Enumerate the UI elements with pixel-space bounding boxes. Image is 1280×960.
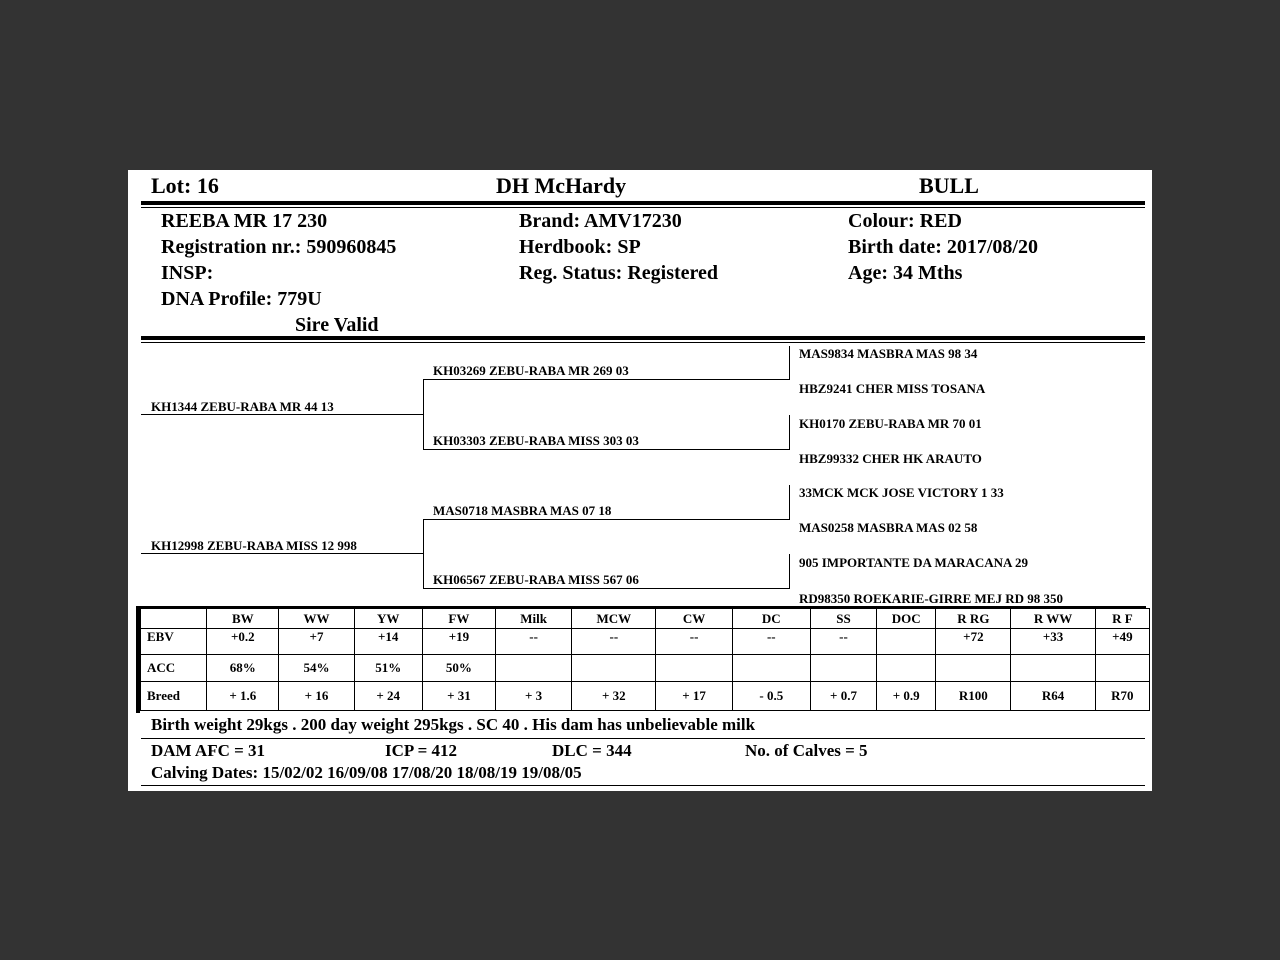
pedigree-sds: KH0170 ZEBU-RABA MR 70 01 <box>799 416 982 431</box>
breed-cell: + 1.6 <box>207 682 279 711</box>
breed-cell: + 0.9 <box>877 682 936 711</box>
number-of-calves: No. of Calves = 5 <box>745 741 868 760</box>
sire-valid: Sire Valid <box>295 314 379 336</box>
bottom-rule <box>141 785 1145 786</box>
age: Age: 34 Mths <box>848 262 963 284</box>
header-rule-thick <box>141 201 1145 205</box>
animal-details-left <box>161 208 396 338</box>
ebv-cell: +7 <box>279 629 354 655</box>
pedigree-bracket <box>789 415 790 450</box>
info-rule-thin <box>141 342 1145 343</box>
pedigree-dss: 33MCK MCK JOSE VICTORY 1 33 <box>799 485 1004 500</box>
breed-cell: + 0.7 <box>810 682 876 711</box>
pedigree-bracket <box>423 379 424 450</box>
row-label: EBV <box>141 629 207 655</box>
ebv-header-cell: R WW <box>1011 609 1095 629</box>
pedigree-dam: KH12998 ZEBU-RABA MISS 12 998 <box>151 538 357 553</box>
animal-details-right <box>848 208 1038 286</box>
acc-cell <box>1011 655 1095 682</box>
breed-cell: + 31 <box>422 682 495 711</box>
pedigree-line <box>141 553 424 554</box>
acc-cell: 68% <box>207 655 279 682</box>
acc-cell: 50% <box>422 655 495 682</box>
dam-afc: DAM AFC = 31 <box>151 741 266 760</box>
pedigree-sire: KH1344 ZEBU-RABA MR 44 13 <box>151 399 334 414</box>
breed-cell: + 17 <box>656 682 732 711</box>
insp-field: INSP: <box>161 262 214 284</box>
table-row <box>141 629 1150 655</box>
acc-cell: 54% <box>279 655 354 682</box>
ebv-cell <box>877 629 936 655</box>
colour: Colour: RED <box>848 210 962 232</box>
ebv-cell: -- <box>572 629 656 655</box>
ebv-cell: -- <box>810 629 876 655</box>
acc-cell <box>936 655 1011 682</box>
pedigree-line <box>423 449 790 450</box>
pedigree-bracket <box>789 346 790 380</box>
pedigree-bracket <box>423 519 424 589</box>
animal-type: BULL <box>919 173 979 198</box>
pedigree-line <box>423 379 790 380</box>
animal-details-middle <box>519 208 718 286</box>
breed-cell: + 3 <box>496 682 572 711</box>
brand: Brand: AMV17230 <box>519 210 682 232</box>
ebv-cell: +19 <box>422 629 495 655</box>
breed-cell: - 0.5 <box>732 682 810 711</box>
pedigree-ddd: RD98350 ROEKARIE-GIRRE MEJ RD 98 350 <box>799 591 1063 606</box>
herdbook: Herdbook: SP <box>519 236 641 258</box>
ebv-header-cell: R RG <box>936 609 1011 629</box>
ebv-cell: -- <box>496 629 572 655</box>
dam-dlc: DLC = 344 <box>552 741 632 760</box>
ebv-cell: +49 <box>1095 629 1149 655</box>
acc-cell: 51% <box>354 655 422 682</box>
ebv-header-cell: SS <box>810 609 876 629</box>
acc-cell <box>810 655 876 682</box>
pedigree-dds: 905 IMPORTANTE DA MARACANA 29 <box>799 555 1028 570</box>
ebv-header-cell: MCW <box>572 609 656 629</box>
breed-cell: + 32 <box>572 682 656 711</box>
ebv-header-cell: YW <box>354 609 422 629</box>
acc-cell <box>1095 655 1149 682</box>
row-label: ACC <box>141 655 207 682</box>
registration-status: Reg. Status: Registered <box>519 262 719 284</box>
pedigree-dam-sire: MAS0718 MASBRA MAS 07 18 <box>433 503 612 518</box>
pedigree-sss: MAS9834 MASBRA MAS 98 34 <box>799 346 978 361</box>
breed-cell: R100 <box>936 682 1011 711</box>
breed-cell: + 24 <box>354 682 422 711</box>
row-label: Breed <box>141 682 207 711</box>
ebv-cell: +14 <box>354 629 422 655</box>
ebv-header-cell: Milk <box>496 609 572 629</box>
pedigree-sire-sire: KH03269 ZEBU-RABA MR 269 03 <box>433 363 629 378</box>
ebv-cell: +0.2 <box>207 629 279 655</box>
ebv-header-cell: CW <box>656 609 732 629</box>
ebv-cell: -- <box>656 629 732 655</box>
pedigree-sdd: HBZ99332 CHER HK ARAUTO <box>799 451 982 466</box>
breed-cell: + 16 <box>279 682 354 711</box>
ebv-header-row <box>141 609 1150 629</box>
dam-icp: ICP = 412 <box>385 741 458 760</box>
breed-cell: R70 <box>1095 682 1149 711</box>
ebv-cell: -- <box>732 629 810 655</box>
ebv-table <box>136 608 1150 713</box>
animal-name: REEBA MR 17 230 <box>161 210 328 232</box>
acc-cell <box>496 655 572 682</box>
ebv-header-cell: R F <box>1095 609 1149 629</box>
breeder-name: DH McHardy <box>496 173 627 198</box>
bull-sale-catalogue-card <box>128 170 1152 791</box>
ebv-header-cell: WW <box>279 609 354 629</box>
pedigree-dsd: MAS0258 MASBRA MAS 02 58 <box>799 520 978 535</box>
ebv-header-cell <box>141 609 207 629</box>
registration-number: Registration nr.: 590960845 <box>161 236 397 258</box>
ebv-header-cell: DOC <box>877 609 936 629</box>
breed-cell: R64 <box>1011 682 1095 711</box>
table-row <box>141 655 1150 682</box>
pedigree-bracket <box>789 485 790 520</box>
acc-cell <box>877 655 936 682</box>
pedigree-bracket <box>789 554 790 589</box>
acc-cell <box>732 655 810 682</box>
acc-cell <box>572 655 656 682</box>
pedigree-line <box>423 588 790 589</box>
pedigree-dam-dam: KH06567 ZEBU-RABA MISS 567 06 <box>433 572 639 587</box>
pedigree-line <box>423 519 790 520</box>
ebv-header-cell: FW <box>422 609 495 629</box>
ebv-header-cell: BW <box>207 609 279 629</box>
table-row <box>141 682 1150 711</box>
birth-date: Birth date: 2017/08/20 <box>848 236 1038 258</box>
ebv-cell: +72 <box>936 629 1011 655</box>
acc-cell <box>656 655 732 682</box>
pedigree-ssd: HBZ9241 CHER MISS TOSANA <box>799 381 986 396</box>
calving-dates: Calving Dates: 15/02/02 16/09/08 17/08/20 18/08/19 19/08/05 <box>151 763 582 782</box>
comment-rule <box>141 738 1145 739</box>
dna-profile: DNA Profile: 779U <box>161 288 322 310</box>
info-rule-thick <box>141 336 1145 340</box>
ebv-header-cell: DC <box>732 609 810 629</box>
pedigree-sire-dam: KH03303 ZEBU-RABA MISS 303 03 <box>433 433 639 448</box>
pedigree-line <box>141 414 424 415</box>
ebv-cell: +33 <box>1011 629 1095 655</box>
animal-comment: Birth weight 29kgs . 200 day weight 295kgs . SC 40 . His dam has unbelievable milk <box>151 715 756 734</box>
lot-number: Lot: 16 <box>151 173 219 198</box>
